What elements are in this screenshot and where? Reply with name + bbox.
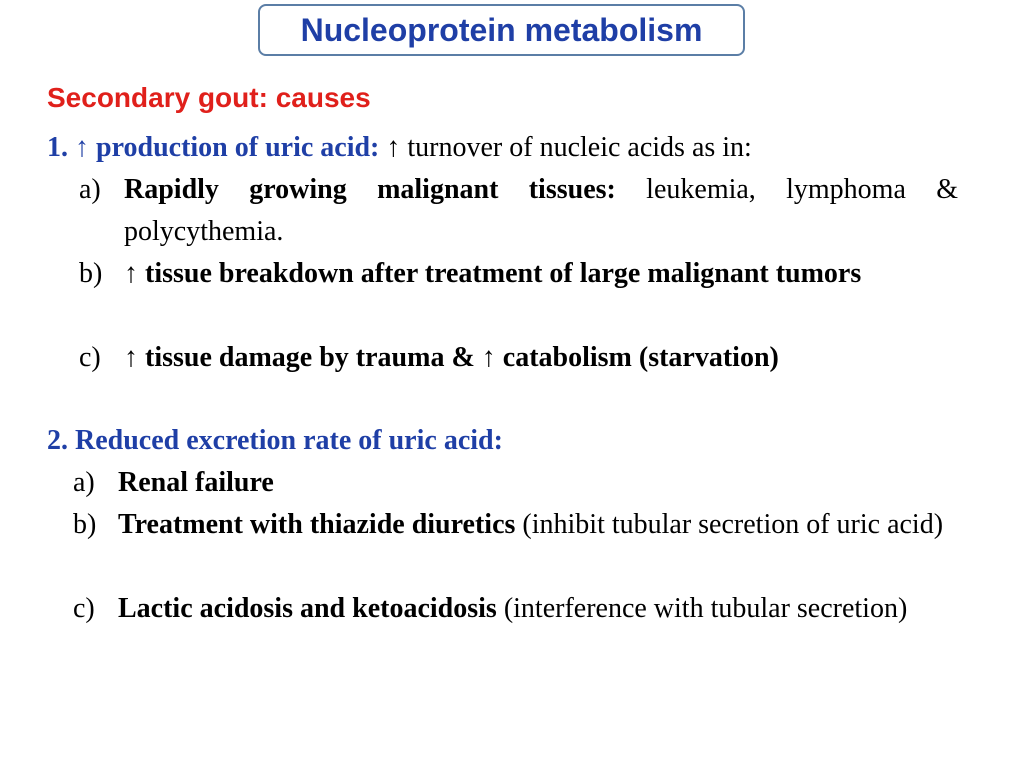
list-item-bold: Renal failure: [118, 467, 274, 498]
list-item: [118, 462, 958, 504]
section1-heading: production of uric acid:: [96, 132, 380, 163]
list-marker: a): [79, 174, 101, 205]
list-marker: a): [73, 467, 95, 498]
section1-text: turnover of nucleic acids as in:: [407, 132, 752, 163]
list-item-text: leukemia, lymphoma & polycythemia.: [124, 174, 958, 247]
list-item-bold: ↑ tissue breakdown after treatment of large malignant tumors: [124, 258, 862, 289]
list-item-bold: ↑ tissue damage by trauma & ↑ catabolism (starvation): [124, 342, 779, 373]
list-item: [124, 169, 958, 253]
up-arrow-icon: ↑: [75, 132, 89, 163]
list-marker: c): [73, 593, 95, 624]
up-arrow-icon: ↑: [386, 132, 401, 163]
list-item-bold: Treatment with thiazide diuretics: [118, 509, 516, 540]
list-item-text: (interference with tubular secretion): [496, 593, 908, 624]
list-item: [124, 337, 958, 379]
section1-number: 1.: [47, 132, 68, 163]
list-marker: c): [79, 342, 101, 373]
list-item-bold: Lactic acidosis and ketoacidosis: [118, 593, 497, 624]
list-item: [124, 253, 958, 295]
section1-heading-line: [47, 127, 752, 169]
list-item: [118, 588, 958, 630]
slide-title-box: [258, 4, 745, 56]
slide-title: Nucleoprotein metabolism: [300, 11, 703, 48]
list-marker: b): [79, 258, 103, 289]
list-marker: b): [73, 509, 97, 540]
list-item: [118, 504, 958, 546]
list-item-bold: Rapidly growing malignant tissues:: [124, 174, 616, 205]
section-subtitle: Secondary gout: causes: [47, 82, 371, 113]
list-item-text: (inhibit tubular secretion of uric acid): [515, 509, 944, 540]
section2-heading: 2. Reduced excretion rate of uric acid:: [47, 425, 503, 456]
